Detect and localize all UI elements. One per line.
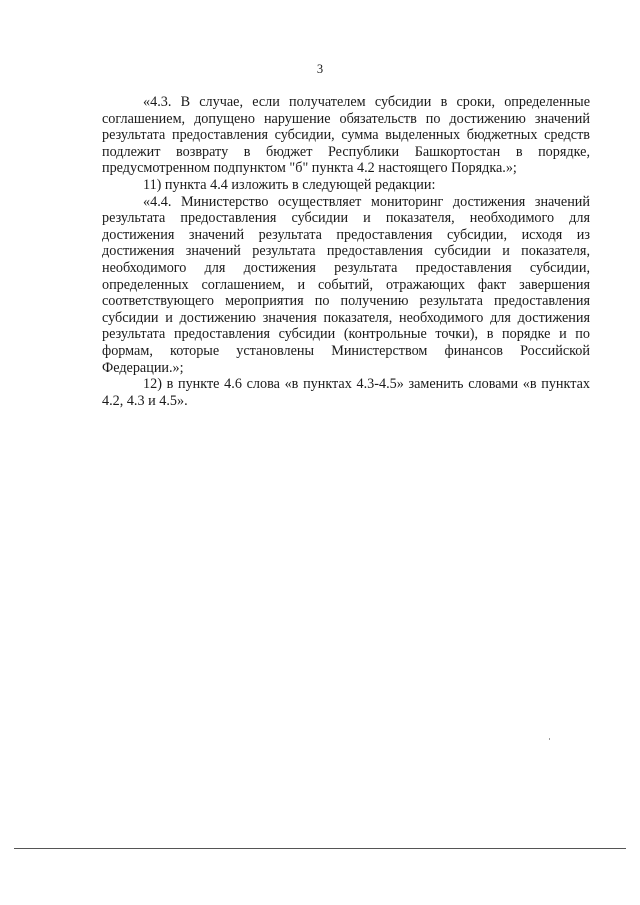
page-number: 3 [316,62,324,76]
scan-speck [549,738,550,740]
paragraph-4-3: «4.3. В случае, если получателем субсидии в сроки, определенные соглашением, допущено нарушение обязательств по достижению значений результата предоставления субсидии, сумма выделенных бюджетных средств подлежит возврату в бюджет Республики Башкортостан в порядке, предусмотренном подпунктом "б" пункта 4.2 настоящего Порядка.»; [102,94,590,177]
paragraph-4-4: «4.4. Министерство осуществляет мониторинг достижения значений результата предоставления субсидии и показателя, необходимого для достижения значений результата предоставления субсидии, исходя из достижения значений результата предоставления субсидии и показателя, необходимого для достижения результата предоставления субсидии, определенных соглашением, и событий, отражающих факт завершения соответствующего мероприятия по получению результата предоставления субсидии и достижению значения показателя, необходимого для достижения результата предоставления субсидии (контрольные точки), в порядке и по формам, которые установлены Министерством финансов Российской Федерации.»; [102,193,590,376]
bottom-rule-line [14,848,626,849]
document-body [102,94,590,409]
paragraph-item-11: 11) пункта 4.4 изложить в следующей редакции: [143,176,436,193]
paragraph-item-12: 12) в пункте 4.6 слова «в пунктах 4.3-4.5» заменить словами «в пунктах 4.2, 4.3 и 4.5». [102,376,590,409]
